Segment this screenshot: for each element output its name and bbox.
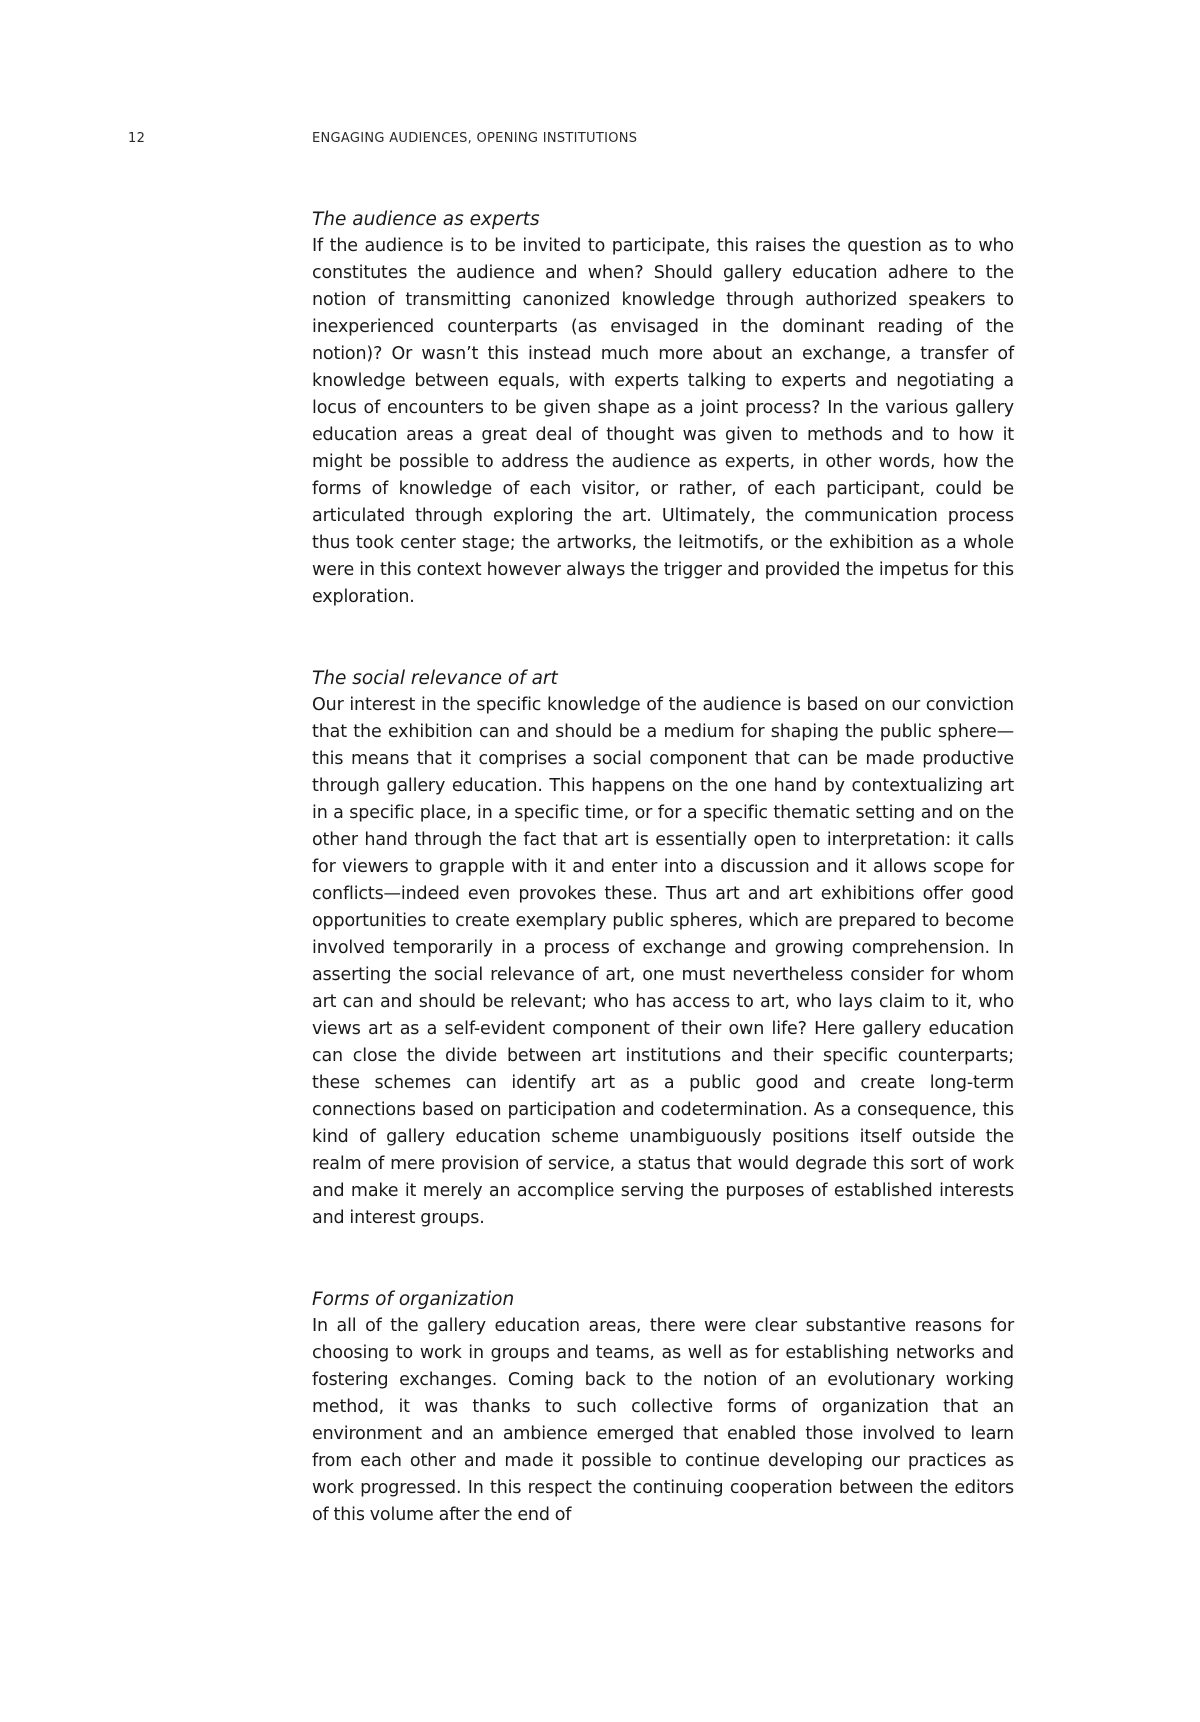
section-paragraph: In all of the gallery education areas, there were clear substantive reasons for choosing to work in groups and teams, as well as for establishing networks and fostering exchanges. Coming back to the notion of an evolutionary working method, it was thanks to such collective forms of organization that an environment and an ambience emerged that enabled those involved to learn from each other and made it possible to continue developing our practices as work progressed. In this respect the continuing cooperation between the editors of this volume after the end of bbox=[312, 1316, 1014, 1525]
section-forms-of-organization bbox=[312, 1286, 1014, 1529]
section-heading: The audience as experts bbox=[312, 209, 540, 230]
section-heading: The social relevance of art bbox=[312, 668, 558, 689]
section-paragraph: If the audience is to be invited to participate, this raises the question as to who constitutes the audience and when? Should gallery education adhere to the notion of transmitting canonized knowledge through authorized speakers to inexperienced counterparts (as envisaged in the dominant reading of the notion)? Or wasn’t this instead much more about an exchange, a transfer of knowledge between equals, with experts talking to experts and negotiating a locus of encounters to be given shape as a joint process? In the various gallery education areas a great deal of thought was given to methods and to how it might be possible to address the audience as experts, in other words, how the forms of knowledge of each visitor, or rather, of each participant, could be articulated through exploring the art. Ultimately, the communication process thus took center stage; the artworks, the leitmotifs, or the exhibition as a whole were in this context however always the trigger and provided the impetus for this exploration. bbox=[312, 236, 1014, 607]
body-text bbox=[312, 206, 1014, 1529]
section-social-relevance-of-art bbox=[312, 665, 1014, 1232]
section-paragraph: Our interest in the specific knowledge of the audience is based on our conviction that the exhibition can and should be a medium for shaping the public sphere—this means that it comprises a social component that can be made productive through gallery education. This happens on the one hand by contextualizing art in a specific place, in a specific time, or for a specific thematic setting and on the other hand through the fact that art is essentially open to interpretation: it calls for viewers to grapple with it and enter into a discussion and it allows scope for conflicts—indeed even provokes these. Thus art and art exhibitions offer good opportunities to create exemplary public spheres, which are prepared to become involved temporarily in a process of exchange and growing comprehension. In asserting the social relevance of art, one must nevertheless consider for whom art can and should be relevant; who has access to art, who lays claim to it, who views art as a self-evident component of their own life? Here gallery education can close the divide between art institutions and their specific counterparts; these schemes can identify art as a public good and create long-term connections based on participation and codetermination. As a consequence, this kind of gallery education scheme unambiguously positions itself outside the realm of mere provision of service, a status that would degrade this sort of work and make it merely an accomplice serving the purposes of established interests and interest groups. bbox=[312, 695, 1014, 1228]
section-heading: Forms of organization bbox=[312, 1289, 515, 1310]
section-audience-as-experts bbox=[312, 206, 1014, 611]
page-number: 12 bbox=[128, 131, 146, 146]
running-title: ENGAGING AUDIENCES, OPENING INSTITUTIONS bbox=[312, 131, 638, 146]
